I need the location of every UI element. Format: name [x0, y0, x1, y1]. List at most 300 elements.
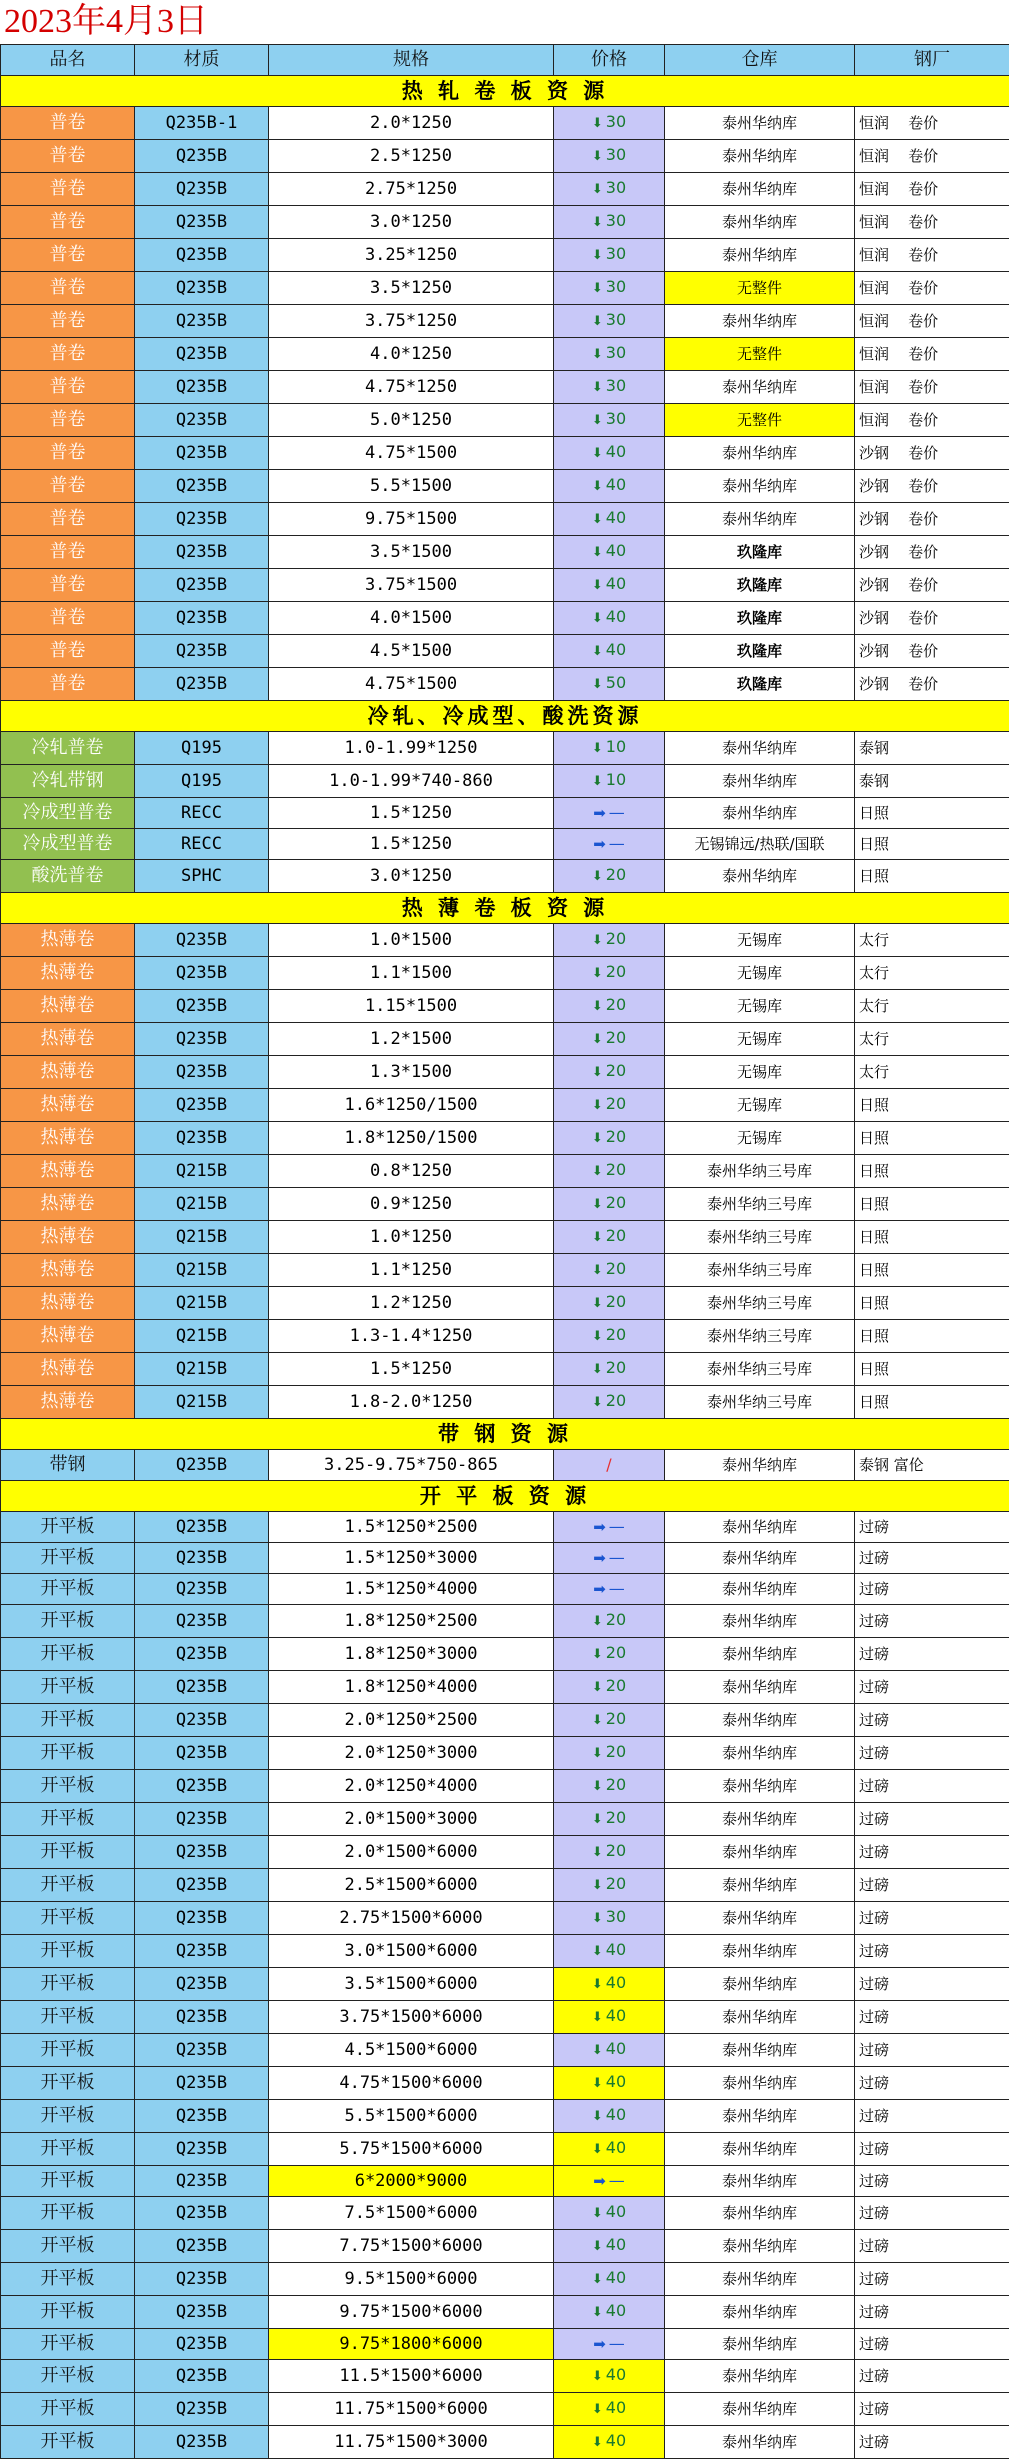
spec: 9.75*1800*6000 [269, 2329, 554, 2360]
product-name: 开平板 [1, 1968, 135, 2001]
price-change [554, 1056, 665, 1089]
arrow-down-icon: ⬇ [592, 1131, 603, 1146]
product-name: 普卷 [1, 569, 135, 602]
steel-mill: 过磅 [855, 2133, 1009, 2166]
price-change [554, 1638, 665, 1671]
arrow-down-icon: ⬇ [592, 2369, 603, 2384]
table-row [1, 765, 1009, 798]
table-row [1, 1803, 1009, 1836]
price-change [554, 765, 665, 798]
warehouse: 泰州华纳库 [665, 732, 855, 765]
warehouse: 泰州华纳库 [665, 1543, 855, 1574]
material: Q235B [135, 1089, 269, 1122]
material: Q235B [135, 635, 269, 668]
price-change [554, 732, 665, 765]
product-name: 开平板 [1, 2296, 135, 2329]
arrow-down-icon: ⬇ [592, 446, 603, 461]
spec: 4.75*1500 [269, 668, 554, 701]
steel-mill: 过磅 [855, 2296, 1009, 2329]
price-value: 20 [606, 1676, 626, 1695]
table-row [1, 957, 1009, 990]
header-material: 材质 [135, 45, 269, 76]
product-name: 热薄卷 [1, 1386, 135, 1419]
product-name: 酸洗普卷 [1, 860, 135, 893]
price-value: 40 [606, 2072, 626, 2091]
material: Q215B [135, 1221, 269, 1254]
spec: 11.75*1500*6000 [269, 2393, 554, 2426]
warehouse: 泰州华纳库 [665, 2133, 855, 2166]
price-change [554, 437, 665, 470]
steel-mill: 过磅 [855, 2230, 1009, 2263]
warehouse: 泰州华纳库 [665, 2329, 855, 2360]
table-row [1, 305, 1009, 338]
warehouse: 泰州华纳库 [665, 437, 855, 470]
price-change [554, 1543, 665, 1574]
product-name: 开平板 [1, 1638, 135, 1671]
material: Q215B [135, 1353, 269, 1386]
price-value: — [609, 834, 625, 853]
price-change [554, 1803, 665, 1836]
warehouse: 无锡库 [665, 957, 855, 990]
material: Q195 [135, 765, 269, 798]
product-name: 开平板 [1, 2166, 135, 2197]
material: Q215B [135, 1188, 269, 1221]
arrow-down-icon: ⬇ [592, 1164, 603, 1179]
table-row [1, 1287, 1009, 1320]
arrow-down-icon: ⬇ [592, 644, 603, 659]
product-name: 开平板 [1, 1803, 135, 1836]
price-value: 20 [606, 1127, 626, 1146]
arrow-down-icon: ⬇ [592, 248, 603, 263]
arrow-down-icon: ⬇ [592, 1098, 603, 1113]
spec: 7.5*1500*6000 [269, 2197, 554, 2230]
table-row [1, 173, 1009, 206]
steel-mill: 过磅 [855, 1512, 1009, 1543]
price-change [554, 107, 665, 140]
steel-mill: 沙钢 卷价 [855, 569, 1009, 602]
steel-mill: 沙钢 卷价 [855, 470, 1009, 503]
steel-mill: 日照 [855, 1155, 1009, 1188]
warehouse: 泰州华纳库 [665, 1968, 855, 2001]
steel-mill: 过磅 [855, 2001, 1009, 2034]
spec: 9.5*1500*6000 [269, 2263, 554, 2296]
steel-mill: 太行 [855, 990, 1009, 1023]
steel-mill: 泰钢 [855, 732, 1009, 765]
spec: 1.2*1250 [269, 1287, 554, 1320]
table-row [1, 470, 1009, 503]
table-row [1, 1450, 1009, 1481]
steel-mill: 恒润 卷价 [855, 338, 1009, 371]
material: Q235B [135, 1450, 269, 1481]
steel-mill: 恒润 卷价 [855, 371, 1009, 404]
spec: 1.8*1250*4000 [269, 1671, 554, 1704]
price-change [554, 602, 665, 635]
material: Q235B [135, 602, 269, 635]
steel-mill: 过磅 [855, 2360, 1009, 2393]
warehouse: 泰州华纳库 [665, 1803, 855, 1836]
warehouse: 泰州华纳三号库 [665, 1320, 855, 1353]
price-change [554, 990, 665, 1023]
arrow-down-icon: ⬇ [592, 215, 603, 230]
product-name: 热薄卷 [1, 1221, 135, 1254]
price-change [554, 1122, 665, 1155]
material: Q235B [135, 569, 269, 602]
table-row [1, 2034, 1009, 2067]
price-value: 40 [606, 2235, 626, 2254]
price-value: / [606, 1455, 611, 1474]
material: Q235B [135, 1671, 269, 1704]
steel-mill: 日照 [855, 1122, 1009, 1155]
material: Q235B [135, 2100, 269, 2133]
section-heading-row [1, 76, 1009, 107]
table-row [1, 1122, 1009, 1155]
price-change [554, 1902, 665, 1935]
price-change [554, 1574, 665, 1605]
warehouse: 无锡库 [665, 990, 855, 1023]
spec: 2.0*1500*6000 [269, 1836, 554, 1869]
price-value: 40 [606, 2202, 626, 2221]
price-value: 30 [606, 310, 626, 329]
warehouse: 无整件 [665, 404, 855, 437]
section-heading: 热 薄 卷 板 资 源 [1, 893, 1009, 924]
arrow-down-icon: ⬇ [592, 512, 603, 527]
spec: 1.2*1500 [269, 1023, 554, 1056]
spec: 1.8*1250*2500 [269, 1605, 554, 1638]
material: Q235B [135, 1605, 269, 1638]
table-row [1, 1836, 1009, 1869]
product-name: 开平板 [1, 1935, 135, 1968]
table-row [1, 829, 1009, 860]
spec: 1.0-1.99*740-860 [269, 765, 554, 798]
arrow-down-icon: ⬇ [592, 1065, 603, 1080]
steel-mill: 过磅 [855, 2329, 1009, 2360]
arrow-down-icon: ⬇ [592, 1032, 603, 1047]
price-change [554, 239, 665, 272]
product-name: 热薄卷 [1, 1188, 135, 1221]
arrow-right-icon: ➡ [593, 1518, 606, 1536]
steel-mill: 泰钢 [855, 765, 1009, 798]
warehouse: 泰州华纳库 [665, 1671, 855, 1704]
price-change [554, 1671, 665, 1704]
price-value: 40 [606, 640, 626, 659]
spec: 1.0*1250 [269, 1221, 554, 1254]
spec: 1.5*1250 [269, 1353, 554, 1386]
price-change [554, 2133, 665, 2166]
price-value: 30 [606, 343, 626, 362]
product-name: 开平板 [1, 1836, 135, 1869]
steel-mill: 过磅 [855, 1869, 1009, 1902]
steel-mill: 恒润 卷价 [855, 272, 1009, 305]
spec: 6*2000*9000 [269, 2166, 554, 2197]
price-value: 20 [606, 1094, 626, 1113]
warehouse: 泰州华纳三号库 [665, 1386, 855, 1419]
price-value: 30 [606, 145, 626, 164]
spec: 3.5*1250 [269, 272, 554, 305]
product-name: 开平板 [1, 2133, 135, 2166]
steel-mill: 日照 [855, 1188, 1009, 1221]
table-row [1, 1188, 1009, 1221]
price-change [554, 829, 665, 860]
price-change [554, 1605, 665, 1638]
spec: 2.0*1250*2500 [269, 1704, 554, 1737]
material: Q235B [135, 668, 269, 701]
steel-mill: 过磅 [855, 1671, 1009, 1704]
arrow-down-icon: ⬇ [592, 741, 603, 756]
spec: 3.75*1500 [269, 569, 554, 602]
price-value: 20 [606, 865, 626, 884]
warehouse: 泰州华纳库 [665, 1574, 855, 1605]
steel-mill: 日照 [855, 1353, 1009, 1386]
page-title: 2023年4月3日 [0, 0, 1009, 44]
price-value: 20 [606, 962, 626, 981]
product-name: 普卷 [1, 272, 135, 305]
warehouse: 泰州华纳库 [665, 2426, 855, 2459]
spec: 1.3-1.4*1250 [269, 1320, 554, 1353]
spec: 7.75*1500*6000 [269, 2230, 554, 2263]
arrow-down-icon: ⬇ [592, 1296, 603, 1311]
warehouse: 泰州华纳库 [665, 2100, 855, 2133]
price-value: 30 [606, 244, 626, 263]
table-row [1, 990, 1009, 1023]
price-change [554, 2393, 665, 2426]
product-name: 热薄卷 [1, 1056, 135, 1089]
material: Q235B [135, 2230, 269, 2263]
table-row [1, 206, 1009, 239]
product-name: 普卷 [1, 305, 135, 338]
spec: 3.25*1250 [269, 239, 554, 272]
arrow-down-icon: ⬇ [592, 2109, 603, 2124]
price-value: 20 [606, 1160, 626, 1179]
warehouse: 无锡库 [665, 1023, 855, 1056]
spec: 1.1*1250 [269, 1254, 554, 1287]
steel-mill: 过磅 [855, 1574, 1009, 1605]
spec: 5.0*1250 [269, 404, 554, 437]
spec: 4.75*1250 [269, 371, 554, 404]
material: RECC [135, 798, 269, 829]
warehouse: 无锡库 [665, 1122, 855, 1155]
material: Q235B [135, 1902, 269, 1935]
steel-mill: 过磅 [855, 1638, 1009, 1671]
table-row [1, 2166, 1009, 2197]
price-value: 20 [606, 995, 626, 1014]
steel-mill: 日照 [855, 860, 1009, 893]
section-heading: 热 轧 卷 板 资 源 [1, 76, 1009, 107]
arrow-down-icon: ⬇ [592, 933, 603, 948]
warehouse: 泰州华纳库 [665, 765, 855, 798]
table-row [1, 437, 1009, 470]
arrow-down-icon: ⬇ [592, 2435, 603, 2450]
price-change [554, 404, 665, 437]
arrow-right-icon: ➡ [593, 2335, 606, 2353]
product-name: 开平板 [1, 2360, 135, 2393]
spec: 4.75*1500*6000 [269, 2067, 554, 2100]
table-row [1, 1386, 1009, 1419]
price-change [554, 305, 665, 338]
table-row [1, 1770, 1009, 1803]
section-heading-row [1, 701, 1009, 732]
product-name: 普卷 [1, 206, 135, 239]
product-name: 带钢 [1, 1450, 135, 1481]
price-change [554, 2426, 665, 2459]
warehouse: 泰州华纳库 [665, 2067, 855, 2100]
header-spec: 规格 [269, 45, 554, 76]
product-name: 普卷 [1, 239, 135, 272]
price-value: 20 [606, 1193, 626, 1212]
material: Q235B [135, 1869, 269, 1902]
arrow-down-icon: ⬇ [592, 1647, 603, 1662]
arrow-down-icon: ⬇ [592, 2239, 603, 2254]
steel-mill: 日照 [855, 1254, 1009, 1287]
steel-mill: 沙钢 卷价 [855, 602, 1009, 635]
product-name: 普卷 [1, 668, 135, 701]
spec: 1.5*1250*3000 [269, 1543, 554, 1574]
warehouse: 泰州华纳库 [665, 2001, 855, 2034]
steel-mill: 沙钢 卷价 [855, 503, 1009, 536]
warehouse: 泰州华纳三号库 [665, 1254, 855, 1287]
price-value: 20 [606, 1709, 626, 1728]
section-heading: 冷轧、冷成型、酸洗资源 [1, 701, 1009, 732]
spec: 4.0*1250 [269, 338, 554, 371]
spec: 1.3*1500 [269, 1056, 554, 1089]
material: Q235B [135, 1543, 269, 1574]
price-change [554, 1221, 665, 1254]
arrow-down-icon: ⬇ [592, 2402, 603, 2417]
product-name: 开平板 [1, 2197, 135, 2230]
price-change [554, 1737, 665, 1770]
table-row [1, 371, 1009, 404]
material: Q235B [135, 1803, 269, 1836]
product-name: 开平板 [1, 2100, 135, 2133]
table-row [1, 107, 1009, 140]
price-change [554, 2100, 665, 2133]
steel-mill: 日照 [855, 1287, 1009, 1320]
steel-mill: 过磅 [855, 2197, 1009, 2230]
spec: 2.75*1500*6000 [269, 1902, 554, 1935]
arrow-down-icon: ⬇ [592, 479, 603, 494]
spec: 3.25-9.75*750-865 [269, 1450, 554, 1481]
material: Q235B [135, 2360, 269, 2393]
price-change [554, 1704, 665, 1737]
material: Q215B [135, 1320, 269, 1353]
material: Q235B [135, 470, 269, 503]
warehouse: 泰州华纳库 [665, 107, 855, 140]
material: Q235B [135, 2426, 269, 2459]
header-mill: 钢厂 [855, 45, 1009, 76]
steel-mill: 太行 [855, 957, 1009, 990]
steel-mill: 恒润 卷价 [855, 239, 1009, 272]
price-value: — [609, 2334, 625, 2353]
arrow-down-icon: ⬇ [592, 182, 603, 197]
steel-mill: 过磅 [855, 2034, 1009, 2067]
spec: 3.75*1250 [269, 305, 554, 338]
spec: 5.5*1500*6000 [269, 2100, 554, 2133]
price-value: 40 [606, 574, 626, 593]
price-value: 20 [606, 1610, 626, 1629]
table-row [1, 1512, 1009, 1543]
arrow-down-icon: ⬇ [592, 347, 603, 362]
warehouse: 泰州华纳库 [665, 860, 855, 893]
warehouse: 泰州华纳三号库 [665, 1155, 855, 1188]
product-name: 普卷 [1, 173, 135, 206]
product-name: 开平板 [1, 2067, 135, 2100]
product-name: 热薄卷 [1, 1353, 135, 1386]
warehouse: 泰州华纳三号库 [665, 1353, 855, 1386]
product-name: 普卷 [1, 338, 135, 371]
price-change [554, 1770, 665, 1803]
product-name: 开平板 [1, 1902, 135, 1935]
steel-mill: 沙钢 卷价 [855, 635, 1009, 668]
material: Q235B [135, 206, 269, 239]
product-name: 热薄卷 [1, 1089, 135, 1122]
spec: 3.0*1250 [269, 206, 554, 239]
material: Q235B-1 [135, 107, 269, 140]
warehouse: 泰州华纳库 [665, 2296, 855, 2329]
steel-mill: 过磅 [855, 2393, 1009, 2426]
table-row [1, 536, 1009, 569]
section-heading-row [1, 1419, 1009, 1450]
warehouse: 泰州华纳库 [665, 798, 855, 829]
spec: 1.8*1250/1500 [269, 1122, 554, 1155]
material: Q235B [135, 272, 269, 305]
price-change [554, 503, 665, 536]
material: Q235B [135, 2197, 269, 2230]
price-change [554, 1023, 665, 1056]
arrow-down-icon: ⬇ [592, 149, 603, 164]
warehouse: 泰州华纳库 [665, 2360, 855, 2393]
steel-mill: 过磅 [855, 1704, 1009, 1737]
product-name: 普卷 [1, 404, 135, 437]
price-value: 20 [606, 1358, 626, 1377]
table-row [1, 1869, 1009, 1902]
product-name: 普卷 [1, 437, 135, 470]
warehouse: 泰州华纳库 [665, 1638, 855, 1671]
table-row [1, 1320, 1009, 1353]
product-name: 开平板 [1, 1543, 135, 1574]
table-row [1, 798, 1009, 829]
table-row [1, 272, 1009, 305]
price-value: 20 [606, 929, 626, 948]
arrow-down-icon: ⬇ [592, 2043, 603, 2058]
warehouse: 泰州华纳库 [665, 173, 855, 206]
arrow-down-icon: ⬇ [592, 281, 603, 296]
warehouse: 泰州华纳库 [665, 2166, 855, 2197]
arrow-down-icon: ⬇ [592, 1362, 603, 1377]
material: Q235B [135, 2329, 269, 2360]
steel-mill: 过磅 [855, 1935, 1009, 1968]
spec: 3.75*1500*6000 [269, 2001, 554, 2034]
table-row [1, 2001, 1009, 2034]
spec: 4.75*1500 [269, 437, 554, 470]
section-heading: 带 钢 资 源 [1, 1419, 1009, 1450]
warehouse: 泰州华纳三号库 [665, 1287, 855, 1320]
steel-mill: 沙钢 卷价 [855, 536, 1009, 569]
material: Q235B [135, 2067, 269, 2100]
warehouse: 泰州华纳三号库 [665, 1221, 855, 1254]
warehouse: 泰州华纳库 [665, 503, 855, 536]
warehouse: 泰州华纳库 [665, 2034, 855, 2067]
price-value: 30 [606, 376, 626, 395]
spec: 1.1*1500 [269, 957, 554, 990]
product-name: 开平板 [1, 1605, 135, 1638]
steel-mill: 沙钢 卷价 [855, 668, 1009, 701]
steel-mill: 过磅 [855, 1770, 1009, 1803]
warehouse: 玖隆库 [665, 668, 855, 701]
price-change [554, 635, 665, 668]
price-value: 40 [606, 442, 626, 461]
section-heading-row [1, 893, 1009, 924]
price-change [554, 860, 665, 893]
header-warehouse: 仓库 [665, 45, 855, 76]
